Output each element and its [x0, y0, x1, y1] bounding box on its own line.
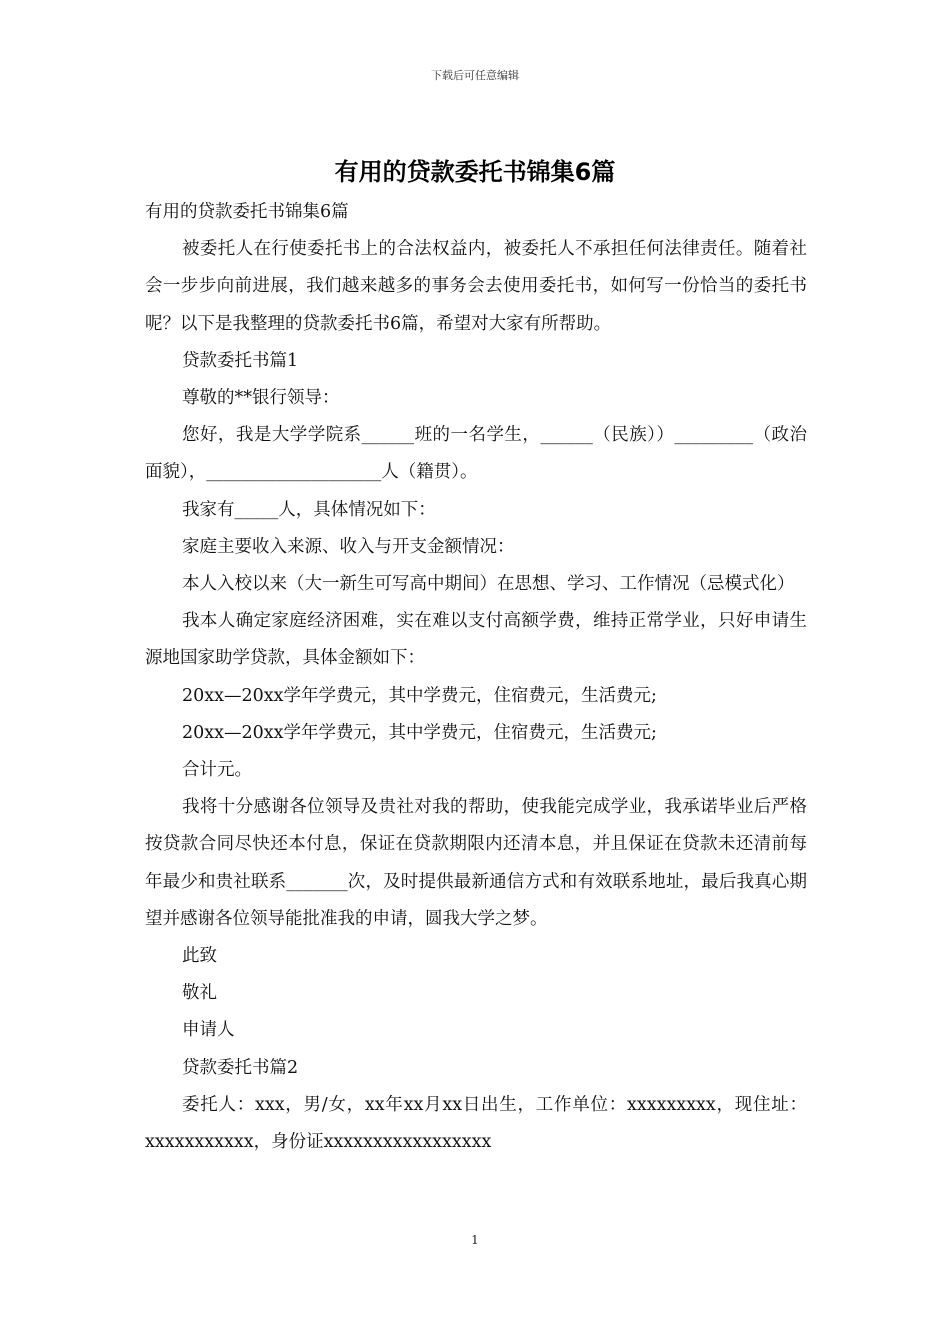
header-note: 下载后可任意编辑 — [431, 69, 519, 82]
total-line: 合计元。 — [182, 760, 252, 781]
closing-line: 此致 — [182, 946, 217, 967]
paragraph: 您好，我是大学学院系______班的一名学生，______（民族））_________（政治面貌），____________________人（籍贯）。 — [145, 425, 807, 483]
paragraph: 我家有_____人，具体情况如下： — [182, 499, 436, 520]
subtitle-line: 有用的贷款委托书锦集6篇 — [145, 202, 349, 222]
document-body — [145, 194, 807, 1161]
paragraph: 我将十分感谢各位领导及贵社对我的帮助，使我能完成学业，我承诺毕业后严格按贷款合同尽快还本付息，保证在贷款期限内还清本息，并且保证在贷款未还清前每年最少和贵社联系_______次，及时提供最新通信方式和有效联系地址，最后我真心期望并感谢各位领导能批准我的申请，圆我大学之梦。 — [145, 797, 807, 929]
page-number: 1 — [471, 1233, 479, 1247]
paragraph: 本人入校以来（大一新生可写高中期间）在思想、学习、工作情况（忌模式化） — [182, 574, 795, 595]
paragraph: 我本人确定家庭经济困难，实在难以支付高额学费，维持正常学业，只好申请生源地国家助学贷款，具体金额如下： — [145, 611, 807, 669]
intro-paragraph: 被委托人在行使委托书上的合法权益内，被委托人不承担任何法律责任。随着社会一步步向前进展，我们越来越多的事务会去使用委托书，如何写一份恰当的委托书呢？以下是我整理的贷款委托书6篇，希望对大家有所帮助。 — [145, 239, 807, 334]
document-title: 有用的贷款委托书锦集6篇 — [334, 158, 616, 186]
closing-line: 敬礼 — [182, 983, 217, 1004]
paragraph: 委托人：xxx，男/女，xx年xx月xx日出生，工作单位：xxxxxxxxx，现住址：xxxxxxxxxxx，身份证xxxxxxxxxxxxxxxxx — [145, 1094, 807, 1153]
fee-line: 20xx—20xx学年学费元，其中学费元，住宿费元，生活费元; — [182, 685, 657, 706]
fee-line: 20xx—20xx学年学费元，其中学费元，住宿费元，生活费元; — [182, 722, 657, 743]
section-heading-2: 贷款委托书篇2 — [182, 1057, 299, 1078]
section-heading-1: 贷款委托书篇1 — [182, 350, 299, 371]
signature-line: 申请人 — [182, 1020, 235, 1041]
paragraph: 家庭主要收入来源、收入与开支金额情况： — [182, 536, 515, 557]
salutation: 尊敬的**银行领导： — [182, 388, 340, 409]
